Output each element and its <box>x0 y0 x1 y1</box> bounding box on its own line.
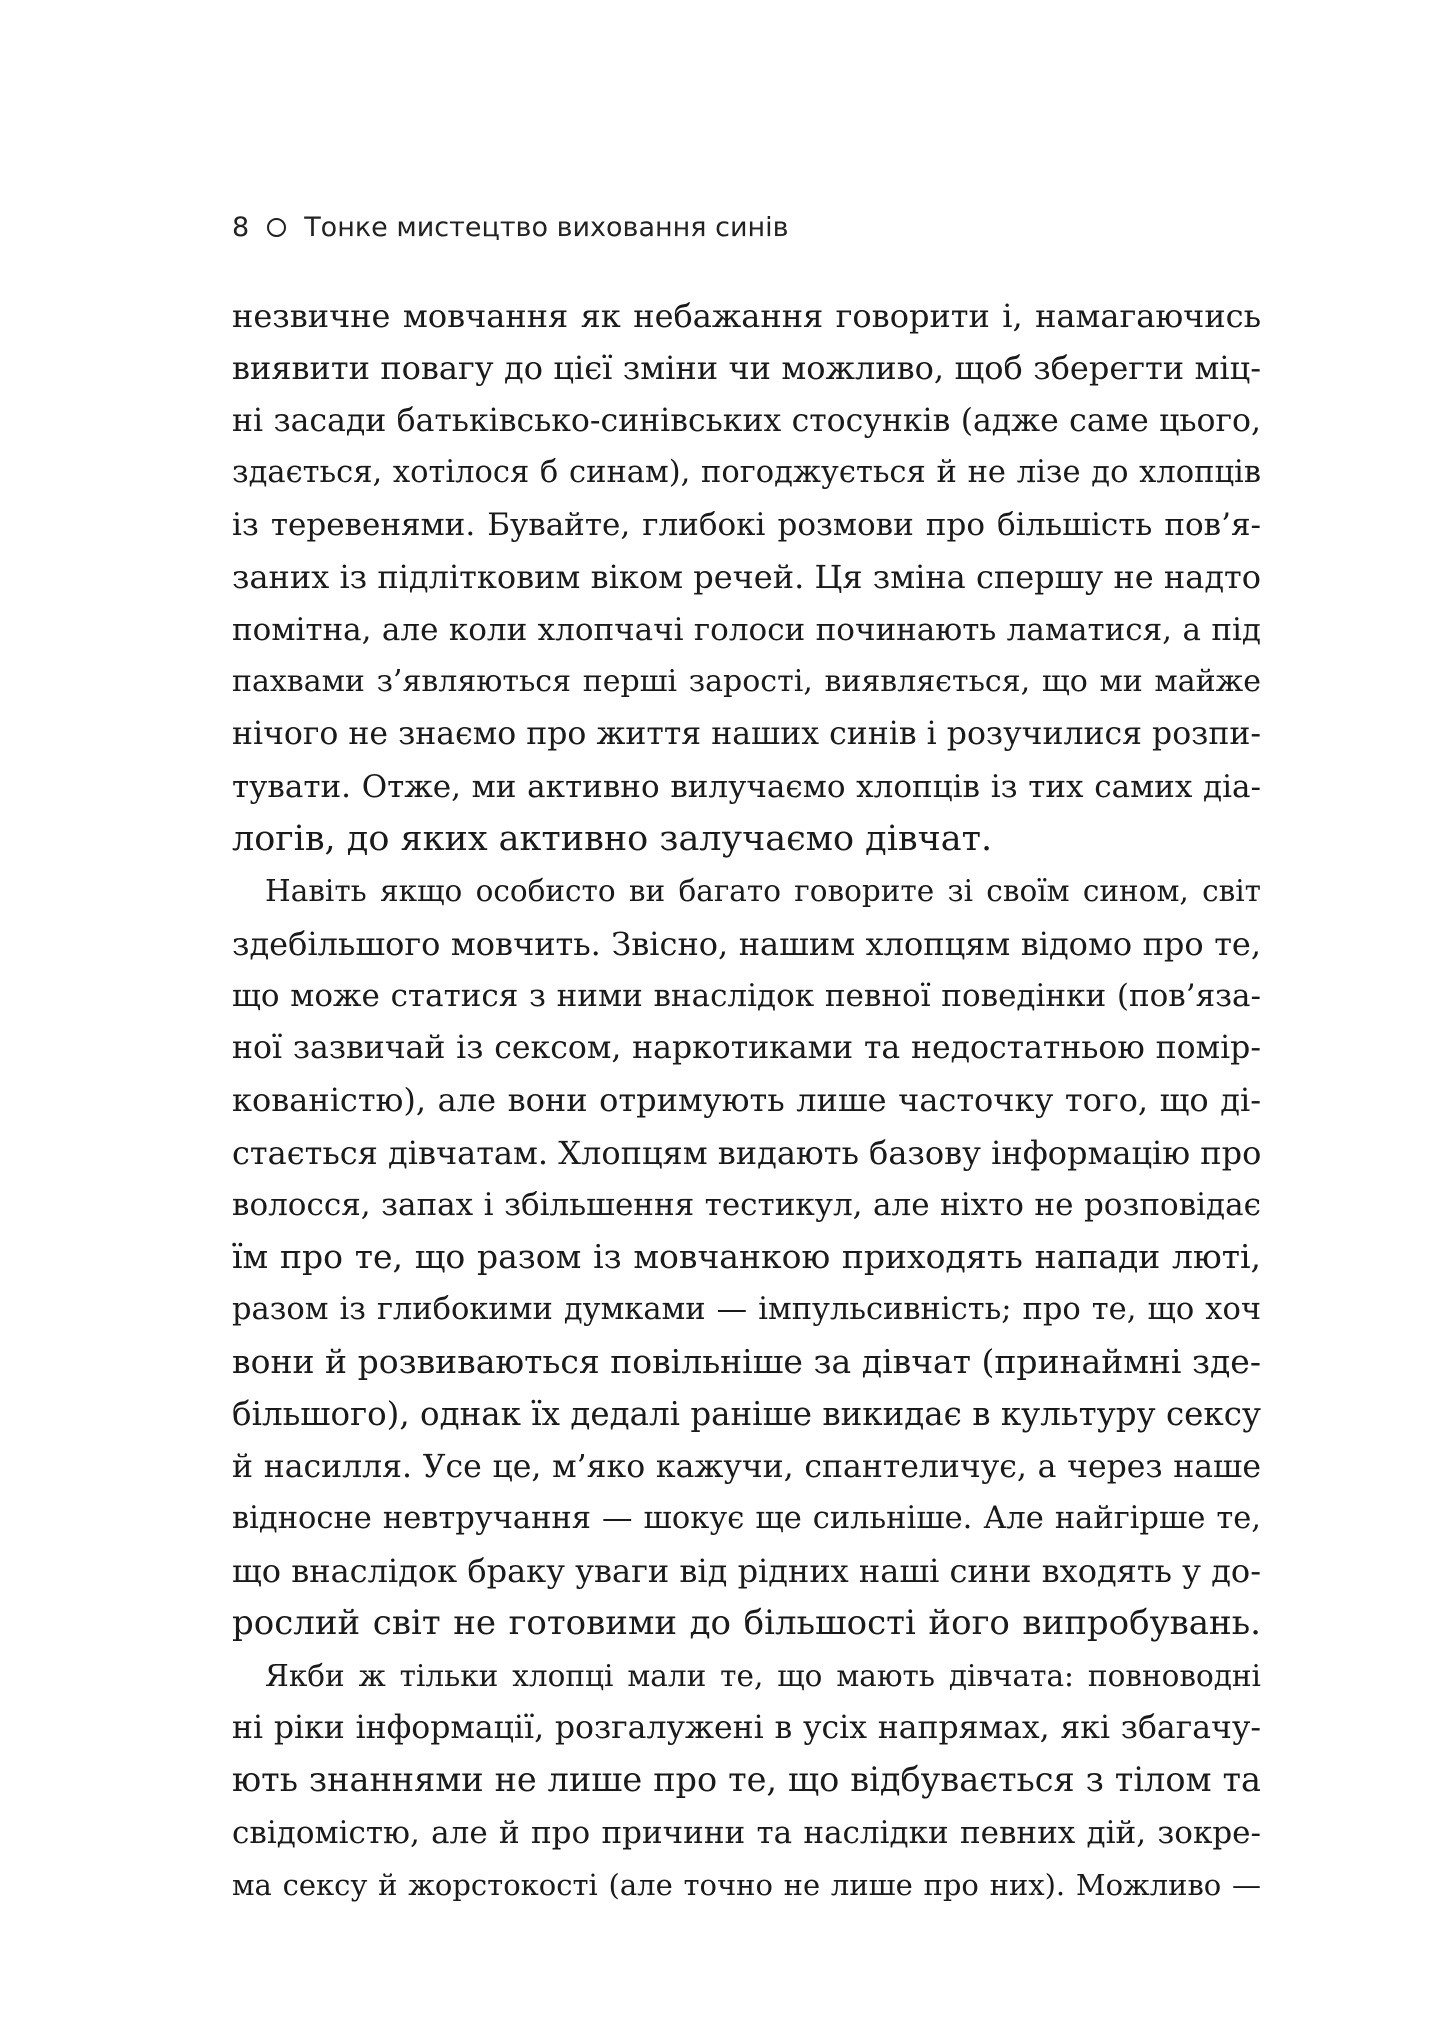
text-line: ма сексу й жорстокості (але точно не лише про них). Можливо — <box>232 1867 1261 1902</box>
text-line: волосся, запах і збільшення тестикул, але ніхто не розповідає <box>232 1187 1261 1224</box>
page-number: 8 <box>232 211 250 243</box>
text-line: більшого), однак їх дедалі раніше викидає в культуру сексу <box>232 1395 1262 1434</box>
text-line: ні ріки інформації, розгалужені в усіх напрямах, які збагачу- <box>232 1710 1261 1747</box>
text-line: незвичне мовчання як небажання говорити і, намагаючись <box>232 297 1261 335</box>
text-line: їм про те, що разом із мовчанкою приходять напади люті, <box>232 1237 1261 1277</box>
text-line: тувати. Отже, ми активно вилучаємо хлопців із тих самих діа- <box>232 768 1261 805</box>
text-line: разом із глибокими думками — імпульсивність; про те, що хоч <box>232 1291 1261 1327</box>
text-line: заних із підлітковим віком речей. Ця зміна спершу не надто <box>232 558 1261 597</box>
body-text <box>232 290 1261 1911</box>
text-line: й насилля. Усе це, м’яко кажучи, спантеличує, а через наше <box>232 1448 1261 1485</box>
text-line: помітна, але коли хлопчачі голоси починають ламатися, а під <box>232 611 1261 648</box>
text-line: вони й розвиваються повільніше за дівчат (принаймні зде- <box>232 1341 1261 1381</box>
paragraph-2 <box>232 865 1261 1649</box>
circle-ornament-icon <box>267 218 286 237</box>
text-line: із теревенями. Бувайте, глибокі розмови про більшість пов’я- <box>232 507 1261 544</box>
text-line: кованістю), але вони отримують лише часточку того, що ді- <box>232 1081 1261 1120</box>
paragraph-1 <box>232 290 1261 865</box>
running-header <box>232 207 789 247</box>
text-line: ної зазвичай із сексом, наркотиками та недостатньою помір- <box>232 1030 1261 1067</box>
paragraph-3 <box>232 1650 1261 1911</box>
text-line: Навіть якщо особисто ви багато говорите зі своїм сином, світ <box>265 874 1261 909</box>
text-line: стається дівчатам. Хлопцям видають базову інформацію про <box>232 1133 1262 1172</box>
text-line: рослий світ не готовими до більшості його випробувань. <box>232 1603 1261 1644</box>
text-line: ють знаннями не лише про те, що відбувається з тілом та <box>232 1760 1261 1800</box>
text-line: відносне невтручання — шокує ще сильніше. Але найгірше те, <box>232 1500 1261 1536</box>
text-line: здебільшого мовчить. Звісно, нашим хлопцям відомо про те, <box>232 924 1261 963</box>
text-line: пахвами з’являються перші зарості, виявляється, що ми майже <box>232 664 1261 700</box>
text-line: що внаслідок браку уваги від рідних наші сини входять у до- <box>232 1552 1261 1591</box>
text-line: виявити повагу до цієї зміни чи можливо, щоб зберегти міц- <box>232 349 1261 388</box>
text-line: свідомістю, але й про причини та наслідки певних дій, зокре- <box>232 1814 1261 1851</box>
text-line: здається, хотілося б синам), погоджується й не лізе до хлопців <box>232 454 1261 490</box>
text-line: Якби ж тільки хлопці мали те, що мають дівчата: повноводні <box>265 1658 1261 1693</box>
text-line: ні засади батьківсько-синівських стосунків (адже саме цього, <box>232 402 1261 439</box>
text-line: що може статися з ними внаслідок певної поведінки (пов’яза- <box>232 977 1261 1014</box>
text-line: нічого не знаємо про життя наших синів і розучилися розпи- <box>232 716 1261 753</box>
running-title: Тонке мистецтво виховання синів <box>304 211 789 243</box>
text-line: логів, до яких активно залучаємо дівчат. <box>232 818 993 859</box>
